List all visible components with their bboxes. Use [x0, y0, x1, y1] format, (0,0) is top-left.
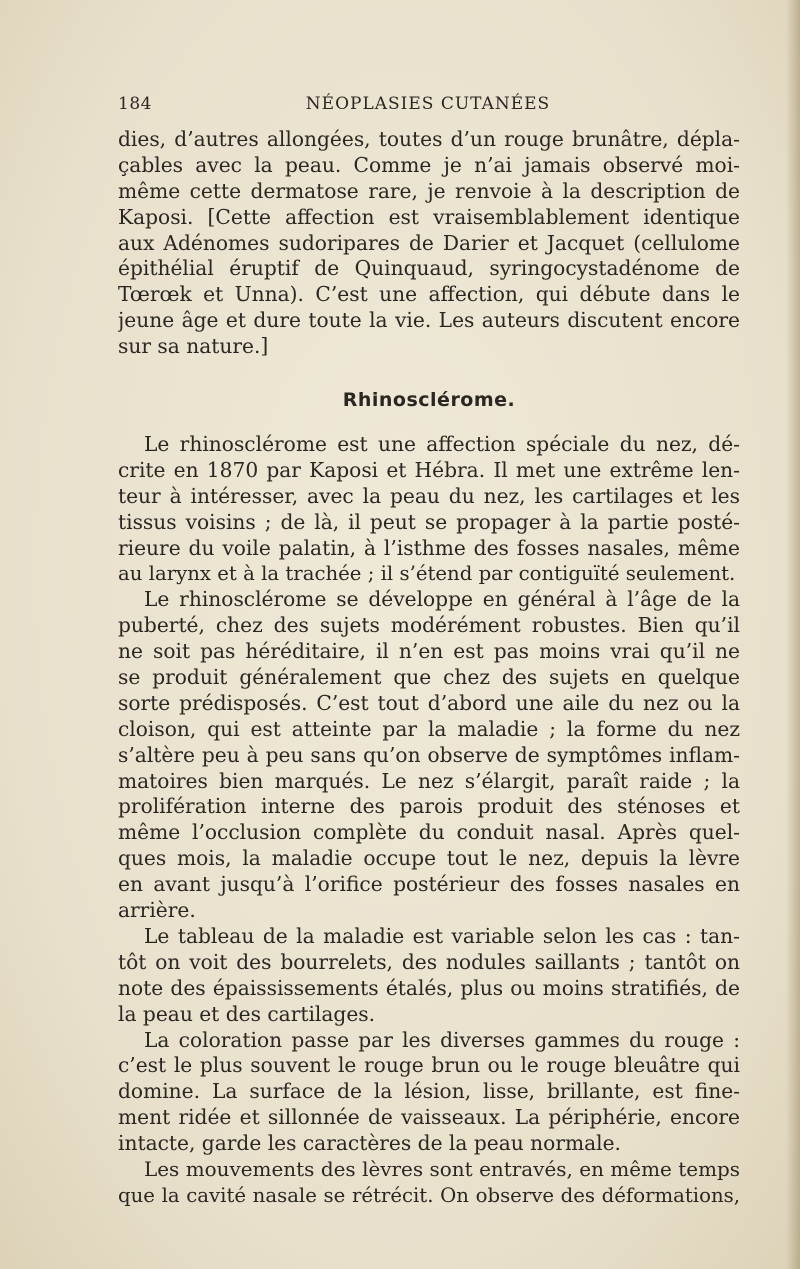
text-line: c’est le plus souvent le rouge brun ou le rouge bleuâtre qui — [118, 1053, 740, 1078]
text-line: ne soit pas héréditaire, il n’en est pas moins vrai qu’il ne — [118, 639, 740, 664]
text-line: Le tableau de la maladie est variable selon les cas : tan- — [144, 923, 740, 948]
text-line: au larynx et à la trachée ; il s’étend par contiguïté seulement. — [118, 562, 736, 586]
text-line: crite en 1870 par Kaposi et Hébra. Il met une extrême len- — [118, 457, 740, 482]
text-line: Le rhinosclérome se développe en général à l’âge de la — [144, 587, 740, 612]
text-line: arrière. — [118, 898, 196, 923]
paragraph-6 — [118, 1157, 740, 1209]
text-line: cloison, qui est atteinte par la maladie ; la forme du nez — [118, 716, 740, 741]
text-line: matoires bien marqués. Le nez s’élargit, paraît raide ; la — [118, 768, 740, 793]
text-line: prolifération interne des parois produit des sténoses et — [118, 794, 740, 819]
text-line: La coloration passe par les diverses gammes du rouge : — [144, 1027, 740, 1052]
text-line: çables avec la peau. Comme je n’ai jamais observé moi- — [118, 152, 740, 177]
text-line: épithélial éruptif de Quinquaud, syringocystadénome de — [118, 256, 740, 281]
paragraph-5 — [118, 1028, 740, 1157]
text-line: même cette dermatose rare, je renvoie à la description de — [118, 178, 740, 203]
text-line: tôt on voit des bourrelets, des nodules saillants ; tantôt on — [118, 949, 740, 974]
text-line: rieure du voile palatin, à l’isthme des fosses nasales, même — [118, 535, 740, 560]
section-title: Rhinosclérome. — [342, 389, 516, 412]
text-line: domine. La surface de la lésion, lisse, brillante, est fine- — [118, 1079, 740, 1104]
paragraph-3 — [118, 587, 740, 924]
body-text — [118, 127, 740, 1209]
text-line: que la cavité nasale se rétrécit. On observe des déformations, — [118, 1183, 740, 1207]
text-line: Les mouvements des lèvres sont entravés, en même temps — [144, 1156, 740, 1181]
page-edge-shadow — [786, 0, 800, 1269]
text-line: teur à intéresser, avec la peau du nez, les cartilages et les — [118, 483, 740, 508]
text-line: jeune âge et dure toute la vie. Les auteurs discutent encore — [118, 308, 740, 333]
page-number: 184 — [118, 94, 152, 114]
text-line: tissus voisins ; de là, il peut se propager à la partie posté- — [118, 509, 740, 534]
text-line: note des épaississements étalés, plus ou moins stratifiés, de — [118, 975, 740, 1000]
paragraph-4 — [118, 924, 740, 1028]
text-line: intacte, garde les caractères de la peau normale. — [118, 1131, 621, 1156]
paragraph-2 — [118, 432, 740, 587]
text-line: sur sa nature.] — [118, 334, 269, 359]
text-line: dies, d’autres allongées, toutes d’un rouge brunâtre, dépla- — [118, 127, 740, 151]
text-line: ment ridée et sillonnée de vaisseaux. La périphérie, encore — [118, 1105, 740, 1130]
text-line: même l’occlusion complète du conduit nasal. Après quel- — [118, 820, 740, 845]
text-line: s’altère peu à peu sans qu’on observe de symptômes inflam- — [118, 742, 740, 767]
running-title: NÉOPLASIES CUTANÉES — [305, 94, 551, 114]
text-line: Kaposi. [Cette affection est vraisemblablement identique — [118, 204, 740, 229]
text-line: ques mois, la maladie occupe tout le nez, depuis la lèvre — [118, 846, 740, 871]
text-line: se produit généralement que chez des sujets en quelque — [118, 665, 740, 690]
running-head — [118, 94, 738, 118]
text-line: puberté, chez des sujets modérément robustes. Bien qu’il — [118, 613, 740, 638]
text-line: aux Adénomes sudoripares de Darier et Jacquet (cellulome — [118, 230, 740, 255]
text-line: la peau et des cartilages. — [118, 1001, 376, 1026]
paragraph-1 — [118, 127, 740, 360]
text-line: sorte prédisposés. C’est tout d’abord une aile du nez ou la — [118, 690, 740, 715]
text-line: Tœrœk et Unna). C’est une affection, qui débute dans le — [118, 282, 740, 307]
text-line: en avant jusqu’à l’orifice postérieur des fosses nasales en — [118, 872, 740, 897]
text-line: Le rhinosclérome est une affection spéciale du nez, dé- — [144, 432, 740, 457]
